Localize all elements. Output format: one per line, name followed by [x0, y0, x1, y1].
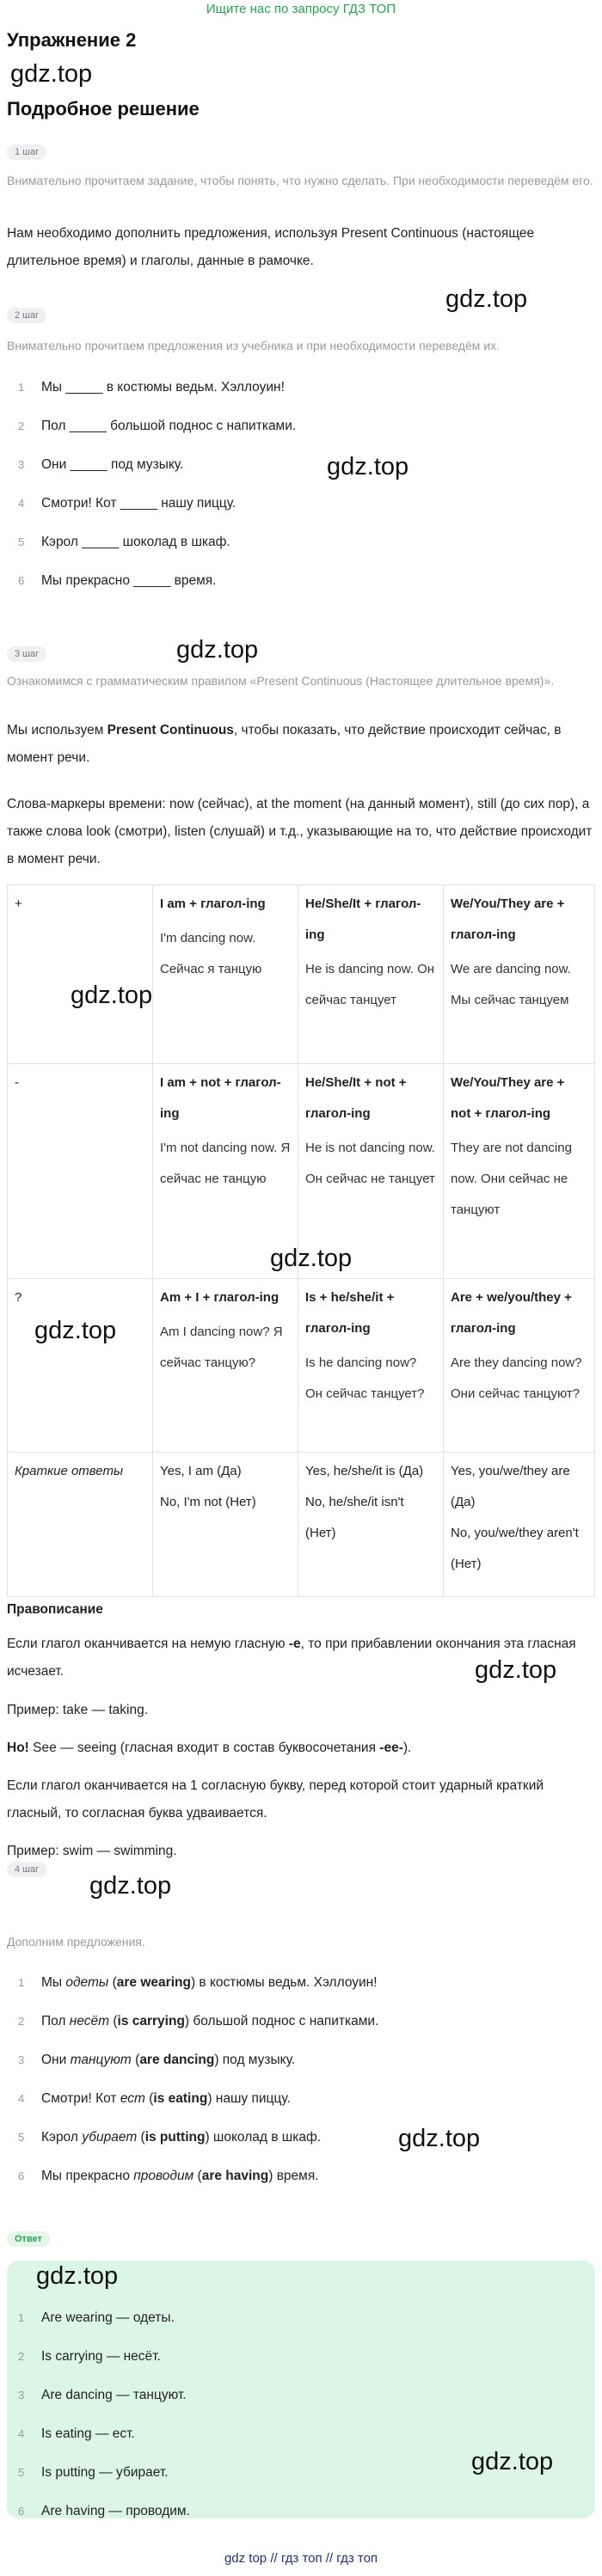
watermark: gdz.top	[34, 1317, 117, 1344]
watermark: gdz.top	[398, 2125, 481, 2152]
text: Мы используем	[7, 723, 108, 737]
table-cell	[444, 1279, 595, 1453]
item-number: 3	[18, 458, 25, 471]
translation: несёт	[69, 2014, 110, 2028]
item-text	[41, 2090, 291, 2108]
table-cell	[444, 1453, 595, 1597]
list-item	[7, 494, 595, 533]
answer-badge: Ответ	[7, 2231, 50, 2247]
list-item	[7, 378, 595, 417]
list-item	[7, 2386, 595, 2425]
table-cell	[444, 1064, 595, 1279]
row-label: ?	[8, 1279, 153, 1453]
cell-example: Am I dancing now? Я сейчас танцую?	[160, 1325, 283, 1370]
list-item	[7, 2309, 595, 2347]
watermark: gdz.top	[445, 285, 528, 313]
table-row	[8, 1453, 595, 1597]
text: (	[108, 1975, 117, 1990]
cell-answer: No, he/she/it isn't (Нет)	[305, 1495, 404, 1540]
row-label	[8, 1453, 153, 1597]
step-1-badge: 1 шаг	[7, 144, 46, 160]
cell-answer: Yes, I am (Да)	[160, 1464, 242, 1478]
promo-link[interactable]: Ищите нас по запросу ГДЗ ТОП	[206, 2, 396, 16]
cell-answer: No, you/we/they aren't (Нет)	[451, 1526, 579, 1571]
cell-heading: I am + глагол-ing	[160, 896, 266, 911]
step-4-list	[7, 1973, 595, 2206]
cell-heading: We/You/They are + глагол-ing	[451, 896, 565, 942]
cell-example: Is he dancing now? Он сейчас танцует?	[305, 1355, 425, 1401]
list-item	[7, 572, 595, 610]
term: -ee-	[379, 1741, 403, 1755]
item-number: 1	[18, 381, 25, 394]
text: ) большой поднос с напитками.	[184, 2014, 379, 2028]
text: Мы прекрасно	[41, 2169, 134, 2183]
footer-link[interactable]: гдз топ	[336, 2551, 378, 2566]
list-item	[7, 2347, 595, 2386]
item-number: 5	[18, 2466, 25, 2479]
item-number: 2	[18, 2015, 25, 2028]
text: ) время.	[268, 2169, 319, 2183]
footer-links	[0, 2551, 602, 2566]
item-text	[41, 2012, 378, 2031]
list-item	[7, 2128, 595, 2167]
text: , то при прибавлении окончания эта гласная исчезает.	[7, 1637, 576, 1679]
answer-list	[7, 2309, 595, 2541]
list-item	[7, 2051, 595, 2090]
cell-example: He is dancing now. Он сейчас танцует	[305, 962, 435, 1007]
cell-heading: Am + I + глагол-ing	[160, 1290, 280, 1305]
item-text: Is carrying — несёт.	[41, 2349, 161, 2364]
list-item	[7, 456, 595, 494]
step-2-badge: 2 шаг	[7, 308, 46, 323]
term: Но!	[7, 1741, 29, 1755]
text: ) нашу пиццу.	[207, 2091, 291, 2106]
item-number: 5	[18, 535, 25, 548]
verb-form: is carrying	[117, 2014, 185, 2028]
text: Пол	[41, 2014, 70, 2028]
item-text	[41, 2167, 319, 2186]
text: ) под музыку.	[214, 2053, 296, 2067]
step-3-paragraph-1	[7, 717, 595, 772]
item-text: Кэрол _____ шоколад в шкаф.	[41, 535, 230, 549]
table-cell	[153, 1453, 298, 1597]
cell-heading: Is + he/she/it + глагол-ing	[305, 1290, 395, 1336]
verb-form: is putting	[144, 2130, 206, 2145]
step-3-hint: Ознакомимся с грамматическим правилом «Present Continuous (Настоящее длительное время)».	[7, 674, 555, 688]
translation: одеты	[65, 1975, 109, 1990]
text: ) в костюмы ведьм. Хэллоуин!	[190, 1975, 378, 1990]
text: (	[131, 2053, 140, 2067]
cell-example: We are dancing now. Мы сейчас танцуем	[451, 962, 571, 1007]
row-label: -	[8, 1064, 153, 1279]
item-text: Is putting — убирает.	[41, 2465, 169, 2480]
example-1: Пример: take — taking.	[7, 1703, 149, 1717]
item-text	[41, 1973, 378, 1992]
table-row	[8, 885, 595, 1064]
watermark: gdz.top	[471, 2448, 554, 2475]
text: See — seeing (гласная входит в состав буквосочетания	[28, 1741, 380, 1755]
watermark: gdz.top	[10, 60, 93, 88]
watermark: gdz.top	[270, 1245, 353, 1272]
watermark: gdz.top	[327, 453, 409, 480]
cell-heading: He/She/It + not + глагол-ing	[305, 1075, 407, 1121]
short-answers-label: Краткие ответы	[15, 1464, 123, 1478]
watermark: gdz.top	[36, 2262, 119, 2290]
step-3-badge: 3 шаг	[7, 646, 46, 662]
item-number: 6	[18, 2505, 25, 2518]
cell-example: I'm dancing now. Сейчас я танцую	[160, 931, 262, 976]
item-number: 6	[18, 574, 25, 587]
item-text: Они _____ под музыку.	[41, 457, 184, 472]
text: (	[144, 2091, 154, 2106]
cell-heading: I am + not + глагол-ing	[160, 1075, 281, 1121]
translation: танцуют	[70, 2053, 132, 2067]
item-text: Are having — проводим.	[41, 2504, 190, 2518]
item-number: 4	[18, 2427, 25, 2440]
row-label: +	[8, 885, 153, 1064]
table-cell	[153, 885, 298, 1064]
cell-answer: Yes, you/we/they are (Да)	[451, 1464, 570, 1509]
table-cell	[444, 885, 595, 1064]
verb-form: is eating	[153, 2091, 208, 2106]
cell-example: He is not dancing now. Он сейчас не танцует	[305, 1141, 435, 1186]
item-number: 1	[18, 2311, 25, 2324]
footer-link[interactable]: гдз топ	[280, 2551, 322, 2566]
translation: ест	[120, 2091, 145, 2106]
but-note	[7, 1735, 595, 1762]
text: (	[194, 2169, 202, 2183]
item-number: 1	[18, 1976, 25, 1989]
spelling-title: Правописание	[7, 1602, 103, 1617]
verb-form: are wearing	[116, 1975, 191, 1990]
item-text: Пол _____ большой поднос с напитками.	[41, 419, 297, 433]
item-number: 6	[18, 2169, 25, 2182]
item-text: Are dancing — танцуют.	[41, 2388, 187, 2402]
text: Мы	[41, 1975, 66, 1990]
cell-heading: He/She/It + глагол-ing	[305, 896, 421, 942]
step-3-paragraph-2: Слова-маркеры времени: now (сейчас), at the moment (на данный момент), still (до сих пор), а также слова look (смотри), listen (слушай) и т.д., указывающие на то, что действие происходит в момент речи.	[7, 797, 593, 866]
cell-heading: We/You/They are + not + глагол-ing	[451, 1075, 565, 1121]
footer-separator: //	[270, 2551, 278, 2566]
table-row	[8, 1279, 595, 1453]
step-1-text: Нам необходимо дополнить предложения, используя Present Continuous (настоящее длительное время) и глаголы, данные в рамочке.	[7, 226, 535, 268]
table-cell	[298, 1453, 444, 1597]
text: Смотри! Кот	[41, 2091, 120, 2106]
list-item	[7, 2090, 595, 2128]
text: ).	[402, 1741, 412, 1755]
item-number: 2	[18, 2350, 25, 2363]
list-item	[7, 2167, 595, 2206]
translation: убирает	[82, 2130, 138, 2145]
text: , чтобы показать, что действие происходит сейчас, в момент речи.	[7, 723, 562, 765]
cell-example: I'm not dancing now. Я сейчас не танцую	[160, 1141, 291, 1186]
text: Кэрол	[41, 2130, 83, 2145]
item-text: Мы _____ в костюмы ведьм. Хэллоуин!	[41, 380, 285, 395]
item-text	[41, 2128, 321, 2147]
table-cell	[298, 885, 444, 1064]
step-2-hint: Внимательно прочитаем предложения из учебника и при необходимости переведём их.	[7, 339, 500, 352]
watermark: gdz.top	[475, 1656, 557, 1684]
cell-example: They are not dancing now. Они сейчас не танцуют	[451, 1141, 572, 1217]
translation: проводим	[133, 2169, 194, 2183]
text: (	[109, 2014, 118, 2028]
watermark: gdz.top	[176, 636, 259, 664]
spelling-rule-2: Если глагол оканчивается на 1 согласную букву, перед которой стоит ударный краткий гласный, то согласная буква удваивается.	[7, 1778, 544, 1820]
item-number: 4	[18, 2092, 25, 2105]
watermark: gdz.top	[71, 982, 153, 1009]
item-number: 3	[18, 2053, 25, 2066]
text: Они	[41, 2053, 71, 2067]
item-number: 2	[18, 419, 25, 432]
item-text: Are wearing — одеты.	[41, 2310, 175, 2325]
verb-form: are having	[201, 2169, 269, 2183]
footer-link[interactable]: gdz top	[224, 2551, 267, 2566]
cell-heading: Are + we/you/they + глагол-ing	[451, 1290, 572, 1336]
list-item	[7, 417, 595, 456]
list-item	[7, 533, 595, 572]
verb-form: are dancing	[139, 2053, 215, 2067]
list-item	[7, 2502, 595, 2541]
item-text: Мы прекрасно _____ время.	[41, 573, 217, 588]
solution-title: Подробное решение	[7, 98, 200, 119]
item-number: 3	[18, 2389, 25, 2402]
item-text: Смотри! Кот _____ нашу пиццу.	[41, 496, 236, 511]
watermark: gdz.top	[89, 1872, 172, 1900]
cell-example: Are they dancing now? Они сейчас танцуют?	[451, 1355, 582, 1401]
cell-answer: No, I'm not (Нет)	[160, 1495, 256, 1509]
table-cell	[298, 1279, 444, 1453]
term: -e	[288, 1637, 301, 1651]
footer-separator: //	[325, 2551, 334, 2566]
text: Если глагол оканчивается на немую гласную	[7, 1637, 289, 1651]
item-text	[41, 2051, 295, 2070]
list-item	[7, 2012, 595, 2051]
item-number: 5	[18, 2131, 25, 2144]
cell-answer: Yes, he/she/it is (Да)	[305, 1464, 424, 1478]
example-2: Пример: swim — swimming.	[7, 1844, 177, 1858]
step-2-list	[7, 378, 595, 610]
step-4-badge: 4 шаг	[7, 1862, 46, 1877]
term: Present Continuous	[107, 723, 234, 737]
list-item	[7, 1973, 595, 2012]
step-1-hint: Внимательно прочитаем задание, чтобы понять, что нужно сделать. При необходимости переведём его.	[7, 174, 593, 187]
text: (	[137, 2130, 145, 2145]
item-text: Is eating — ест.	[41, 2426, 135, 2441]
text: ) шоколад в шкаф.	[205, 2130, 322, 2145]
step-4-hint: Дополним предложения.	[7, 1935, 145, 1949]
table-cell	[153, 1279, 298, 1453]
exercise-title: Упражнение 2	[7, 29, 137, 51]
item-number: 4	[18, 497, 25, 510]
